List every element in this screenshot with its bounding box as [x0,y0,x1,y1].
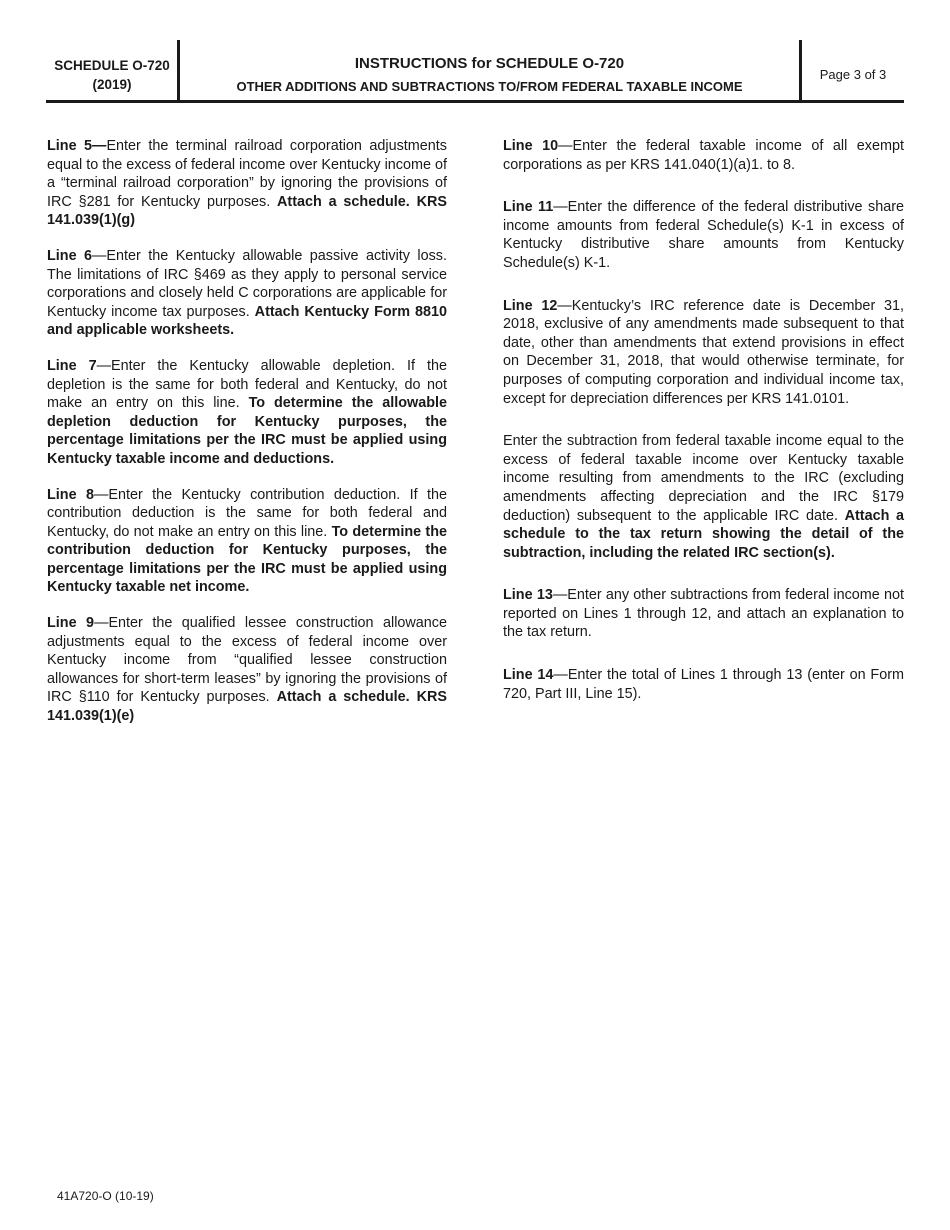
schedule-year: (2019) [92,77,132,92]
line-label: Line 5— [47,138,107,154]
line-label: Line 9 [47,615,95,632]
line-text: —Enter the Kentucky allowable passive activity loss. The limitations of IRC §469 as they apply to personal service corporations and closely held C corporations are applicable for Kentucky income tax purposes. [47,247,447,320]
line-label: Line 8 [47,486,94,503]
line-text: —Enter the difference of the federal distributive share income amounts from federal Schedule(s) K-1 in excess of Kentucky distributive share amounts from Kentucky Schedule(s) K-1. [503,199,904,271]
line-text: Enter the terminal railroad corporation adjustments equal to the excess of federal income over Kentucky income of a “terminal railroad corporation” by ignoring the provisions of IRC §281 for Kentucky purposes. [47,138,447,210]
line-label: Line 12 [503,297,558,314]
line-8-instruction [47,486,447,598]
line-text: —Enter the qualified lessee construction allowance adjustments equal to the excess of federal income over Kentucky income from “qualified lessee construction allowances for short-term leases” by ignoring the provisions of IRC §110 for Kentucky purposes. [47,615,447,706]
line-label: Line 10 [503,138,559,154]
line-7-instruction [47,357,447,469]
line-14-instruction [503,666,904,703]
line-emphasis: To determine the contribution deduction for Kentucky purposes, the percentage limitations per the IRC must be applied using Kentucky taxable net income. [47,523,447,596]
line-9-instruction [47,614,447,726]
line-text: —Enter the federal taxable income of all exempt corporations as per KRS 141.040(1)(a)1. to 8. [503,138,904,173]
line-label: Line 13 [503,587,553,604]
line-text: —Kentucky’s IRC reference date is December 31, 2018, exclusive of any amendments made subsequent to that date, other than amendments that extend provisions in effect on December 31, 2018, that would otherwise terminate, for purposes of computing corporation and individual income tax, except for depreciation differences per KRS 141.0101. [503,297,904,407]
line-label: Line 7 [47,357,97,374]
line-10-instruction [503,137,904,174]
line-text: —Enter the Kentucky allowable depletion. If the depletion is the same for both federal and Kentucky, do not make an entry on this line. [47,357,447,412]
line-emphasis: Attach a schedule to the tax return showing the detail of the subtraction, including the related IRC section(s). [503,507,904,561]
line-12-instruction [503,297,904,409]
line-text: —Enter the total of Lines 1 through 13 (enter on Form 720, Part III, Line 15). [503,667,905,702]
line-emphasis: Attach a schedule. KRS 141.039(1)(g) [47,193,447,229]
line-6-instruction [47,247,447,340]
page-title: INSTRUCTIONS for SCHEDULE O-720 [354,55,625,72]
page-header [46,40,904,103]
schedule-id [46,56,178,94]
page-number: Page 3 of 3 [819,67,887,82]
right-column [503,137,904,703]
header-titles [180,54,799,96]
line-11-instruction [503,198,904,272]
line-12-subtraction-instruction [503,432,904,562]
line-emphasis: To determine the allowable depletion deduction for Kentucky purposes, the percentage limitations per the IRC must be applied using Kentucky taxable income and deductions. [47,395,447,467]
line-label: Line 6 [47,247,93,264]
line-label: Line 11 [503,199,554,216]
line-5-instruction [47,137,447,230]
left-column [47,137,447,726]
line-emphasis: Attach a schedule. KRS 141.039(1)(e) [47,689,447,725]
line-text: Enter the subtraction from federal taxable income equal to the excess of federal taxable income over Kentucky taxable income resulting from amendments to the IRC (excluding amendments affecting depreciation and the IRC §179 deduction) subsequent to the applicable IRC date. [503,433,904,524]
page-subtitle: OTHER ADDITIONS AND SUBTRACTIONS TO/FROM FEDERAL TAXABLE INCOME [236,79,743,94]
line-text: —Enter the Kentucky contribution deduction. If the contribution deduction is the same for both federal and Kentucky, do not make an entry on this line. [47,486,447,540]
line-13-instruction [503,586,904,642]
line-label: Line 14 [503,667,554,684]
line-text: —Enter any other subtractions from federal income not reported on Lines 1 through 12, and attach an explanation to the tax return. [503,587,904,641]
form-number: 41A720-O (10-19) [57,1189,154,1203]
line-emphasis: Attach Kentucky Form 8810 and applicable worksheets. [47,303,447,339]
schedule-label: SCHEDULE O-720 [54,58,170,73]
